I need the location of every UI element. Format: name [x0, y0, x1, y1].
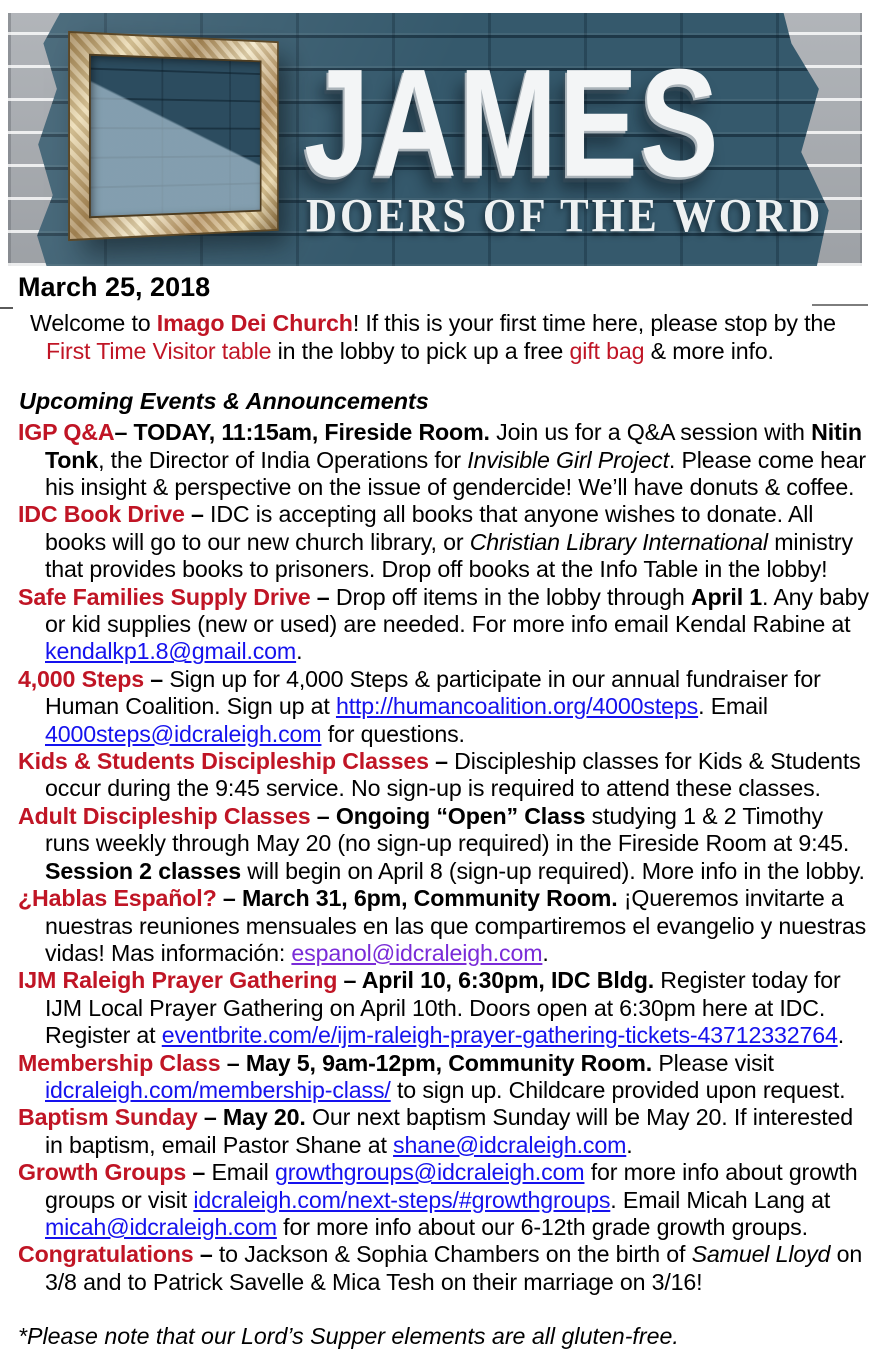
announcement-baptism-sunday — [18, 1104, 870, 1159]
announcement-idc-book-drive — [18, 501, 870, 583]
text-run: ministry that provides books to prisoners. Drop off books at the Info Table in the lobby! — [45, 528, 853, 583]
text-link[interactable]: idcraleigh.com/next-steps/#growthgroups — [193, 1186, 611, 1213]
text-run: – May 20. — [203, 1104, 312, 1131]
text-run: for more info about our 6-12th grade growth groups. — [276, 1213, 808, 1240]
visited-text-link[interactable]: espanol@idcraleigh.com — [291, 939, 543, 966]
text-run: studying 1 & 2 Timothy runs weekly through May 20 (no sign-up required) in the Fireside Room at 9:45. — [45, 802, 850, 857]
announcement-adult-discipleship-classes — [18, 803, 870, 885]
mirror-glass — [89, 54, 261, 219]
text-run: Christian Library International — [469, 528, 768, 555]
text-run: Kids & Students Discipleship Classes — [18, 748, 436, 775]
bulletin-content — [0, 272, 874, 1350]
announcement-list — [0, 419, 874, 1296]
text-run: – March 31, 6pm, Community Room. — [222, 885, 624, 912]
unpainted-brick-left — [8, 13, 60, 266]
text-run: IJM Raleigh Prayer Gathering — [18, 967, 344, 994]
text-link[interactable]: eventbrite.com/e/ijm-raleigh-prayer-gathering-tickets-43712332764 — [161, 1022, 838, 1049]
text-run: Discipleship classes for Kids & Students occur during the 9:45 service. No sign-up is required to attend these classes. — [45, 748, 861, 802]
text-run: – Ongoing “Open” Class — [316, 802, 592, 829]
text-link[interactable]: idcraleigh.com/membership-class/ — [45, 1076, 391, 1103]
text-link[interactable]: 4000steps@idcraleigh.com — [45, 720, 322, 747]
date-heading: March 25, 2018 — [18, 272, 211, 302]
section-heading: Upcoming Events & Announcements — [19, 388, 429, 415]
text-run: Safe Families Supply Drive — [18, 583, 317, 610]
text-run: IDC is accepting all books that anyone wishes to donate. All books will go to our new church library, or — [45, 501, 814, 555]
announcement-4000-steps — [18, 666, 870, 748]
text-run: – — [192, 1159, 212, 1186]
text-run: Email — [211, 1159, 275, 1186]
text-run: Nitin Tonk — [45, 419, 862, 473]
text-run: – April 10, 6:30pm, IDC Bldg. — [343, 967, 661, 994]
text-run: . Any baby or kid supplies (new or used) are needed. For more info email Kendal Rabine at — [45, 583, 869, 638]
text-run: Welcome to — [30, 310, 157, 336]
text-run: Congratulations — [18, 1241, 200, 1268]
banner-subtitle: DOERS OF THE WORD — [306, 190, 824, 243]
text-link[interactable]: growthgroups@idcraleigh.com — [274, 1159, 585, 1186]
text-run: – TODAY, 11:15am, Fireside Room. — [114, 419, 497, 446]
text-run: Please visit — [658, 1049, 774, 1076]
text-run: . Please come hear his insight & perspective on the issue of gendercide! We’ll have donuts & coffee. — [45, 446, 866, 500]
text-run: Adult Discipleship Classes — [18, 802, 317, 829]
text-run: Our next baptism Sunday will be May 20. If interested in baptism, email Pastor Shane at — [45, 1104, 854, 1158]
picture-frame — [70, 33, 277, 239]
text-run: – — [199, 1241, 219, 1268]
text-link[interactable]: shane@idcraleigh.com — [393, 1131, 627, 1158]
text-run: . Email — [698, 693, 768, 720]
text-run: . — [296, 638, 303, 665]
text-run: April 1 — [690, 583, 763, 610]
text-run: on 3/8 and to Patrick Savelle & Mica Tesh on their marriage on 3/16! — [45, 1241, 863, 1295]
announcement-membership-class — [18, 1050, 870, 1105]
text-run: Drop off items in the lobby through — [335, 583, 691, 610]
text-run: , the Director of India Operations for — [98, 446, 468, 473]
announcement-ijm-raleigh-prayer-gathering — [18, 967, 870, 1049]
text-run: Session 2 classes — [45, 857, 241, 884]
announcement-growth-groups — [18, 1159, 870, 1241]
text-run: in the lobby to pick up a free — [271, 337, 570, 364]
announcement-safe-families-supply-drive — [18, 584, 870, 666]
text-run: – May 5, 9am-12pm, Community Room. — [226, 1049, 659, 1076]
text-run: . — [542, 939, 549, 966]
text-run: – — [150, 665, 170, 692]
text-run: for questions. — [321, 720, 465, 747]
text-run: Sign up for 4,000 Steps & participate in our annual fundraiser for Human Coalition. Sign up at — [45, 665, 821, 720]
text-run: IDC Book Drive — [18, 501, 191, 528]
banner-title: JAMES — [304, 37, 721, 210]
text-run: . — [837, 1022, 844, 1049]
text-run: Membership Class — [18, 1049, 227, 1076]
text-run: will begin on April 8 (sign-up required). More info in the lobby. — [240, 857, 865, 884]
text-run: . Email Micah Lang at — [610, 1186, 831, 1213]
announcement-congratulations — [18, 1241, 870, 1296]
text-run: . — [626, 1131, 633, 1158]
text-link[interactable]: micah@idcraleigh.com — [45, 1213, 277, 1240]
text-run: ¡Queremos invitarte a nuestras reuniones mensuales en las que compartiremos el evangelio y nuestras vidas! Mas información: — [45, 885, 867, 966]
welcome-text — [30, 310, 862, 365]
text-run: – — [435, 748, 455, 775]
text-run: ! If this is your first time here, please stop by the — [352, 310, 836, 336]
text-run: for more info about growth groups or visit — [45, 1159, 858, 1213]
announcement-igp-qa — [18, 419, 870, 501]
text-run: & more info. — [644, 337, 774, 364]
text-run: Join us for a Q&A session with — [496, 419, 812, 446]
text-link[interactable]: http://humancoalition.org/4000steps — [335, 693, 699, 720]
text-run: ¿Hablas Español? — [18, 885, 223, 912]
text-run: Baptism Sunday — [18, 1104, 204, 1131]
text-run: IGP Q&A — [18, 419, 115, 446]
text-run: Invisible Girl Project — [467, 446, 669, 473]
text-run: to Jackson & Sophia Chambers on the birth of — [218, 1241, 692, 1268]
text-run: gift bag — [569, 337, 645, 364]
text-run: Imago Dei Church — [156, 310, 353, 336]
text-link[interactable]: kendalkp1.8@gmail.com — [45, 638, 297, 665]
text-run: – — [316, 583, 336, 610]
header-banner — [8, 13, 862, 266]
text-run: 4,000 Steps — [18, 665, 151, 692]
text-run: to sign up. Childcare provided upon request. — [390, 1076, 846, 1103]
text-run: First Time Visitor table — [46, 337, 272, 364]
text-run: – — [190, 501, 211, 528]
footer-note: *Please note that our Lord’s Supper elements are all gluten-free. — [18, 1323, 679, 1350]
text-run: Register today for IJM Local Prayer Gathering on April 10th. Doors open at 6:30pm here at IDC. Register at — [45, 967, 841, 1049]
announcement-kids-students-discipleship-classes — [18, 748, 870, 803]
text-run: Growth Groups — [18, 1159, 193, 1186]
text-run: Samuel Lloyd — [691, 1241, 831, 1268]
announcement-hablas-espanol — [18, 885, 870, 967]
